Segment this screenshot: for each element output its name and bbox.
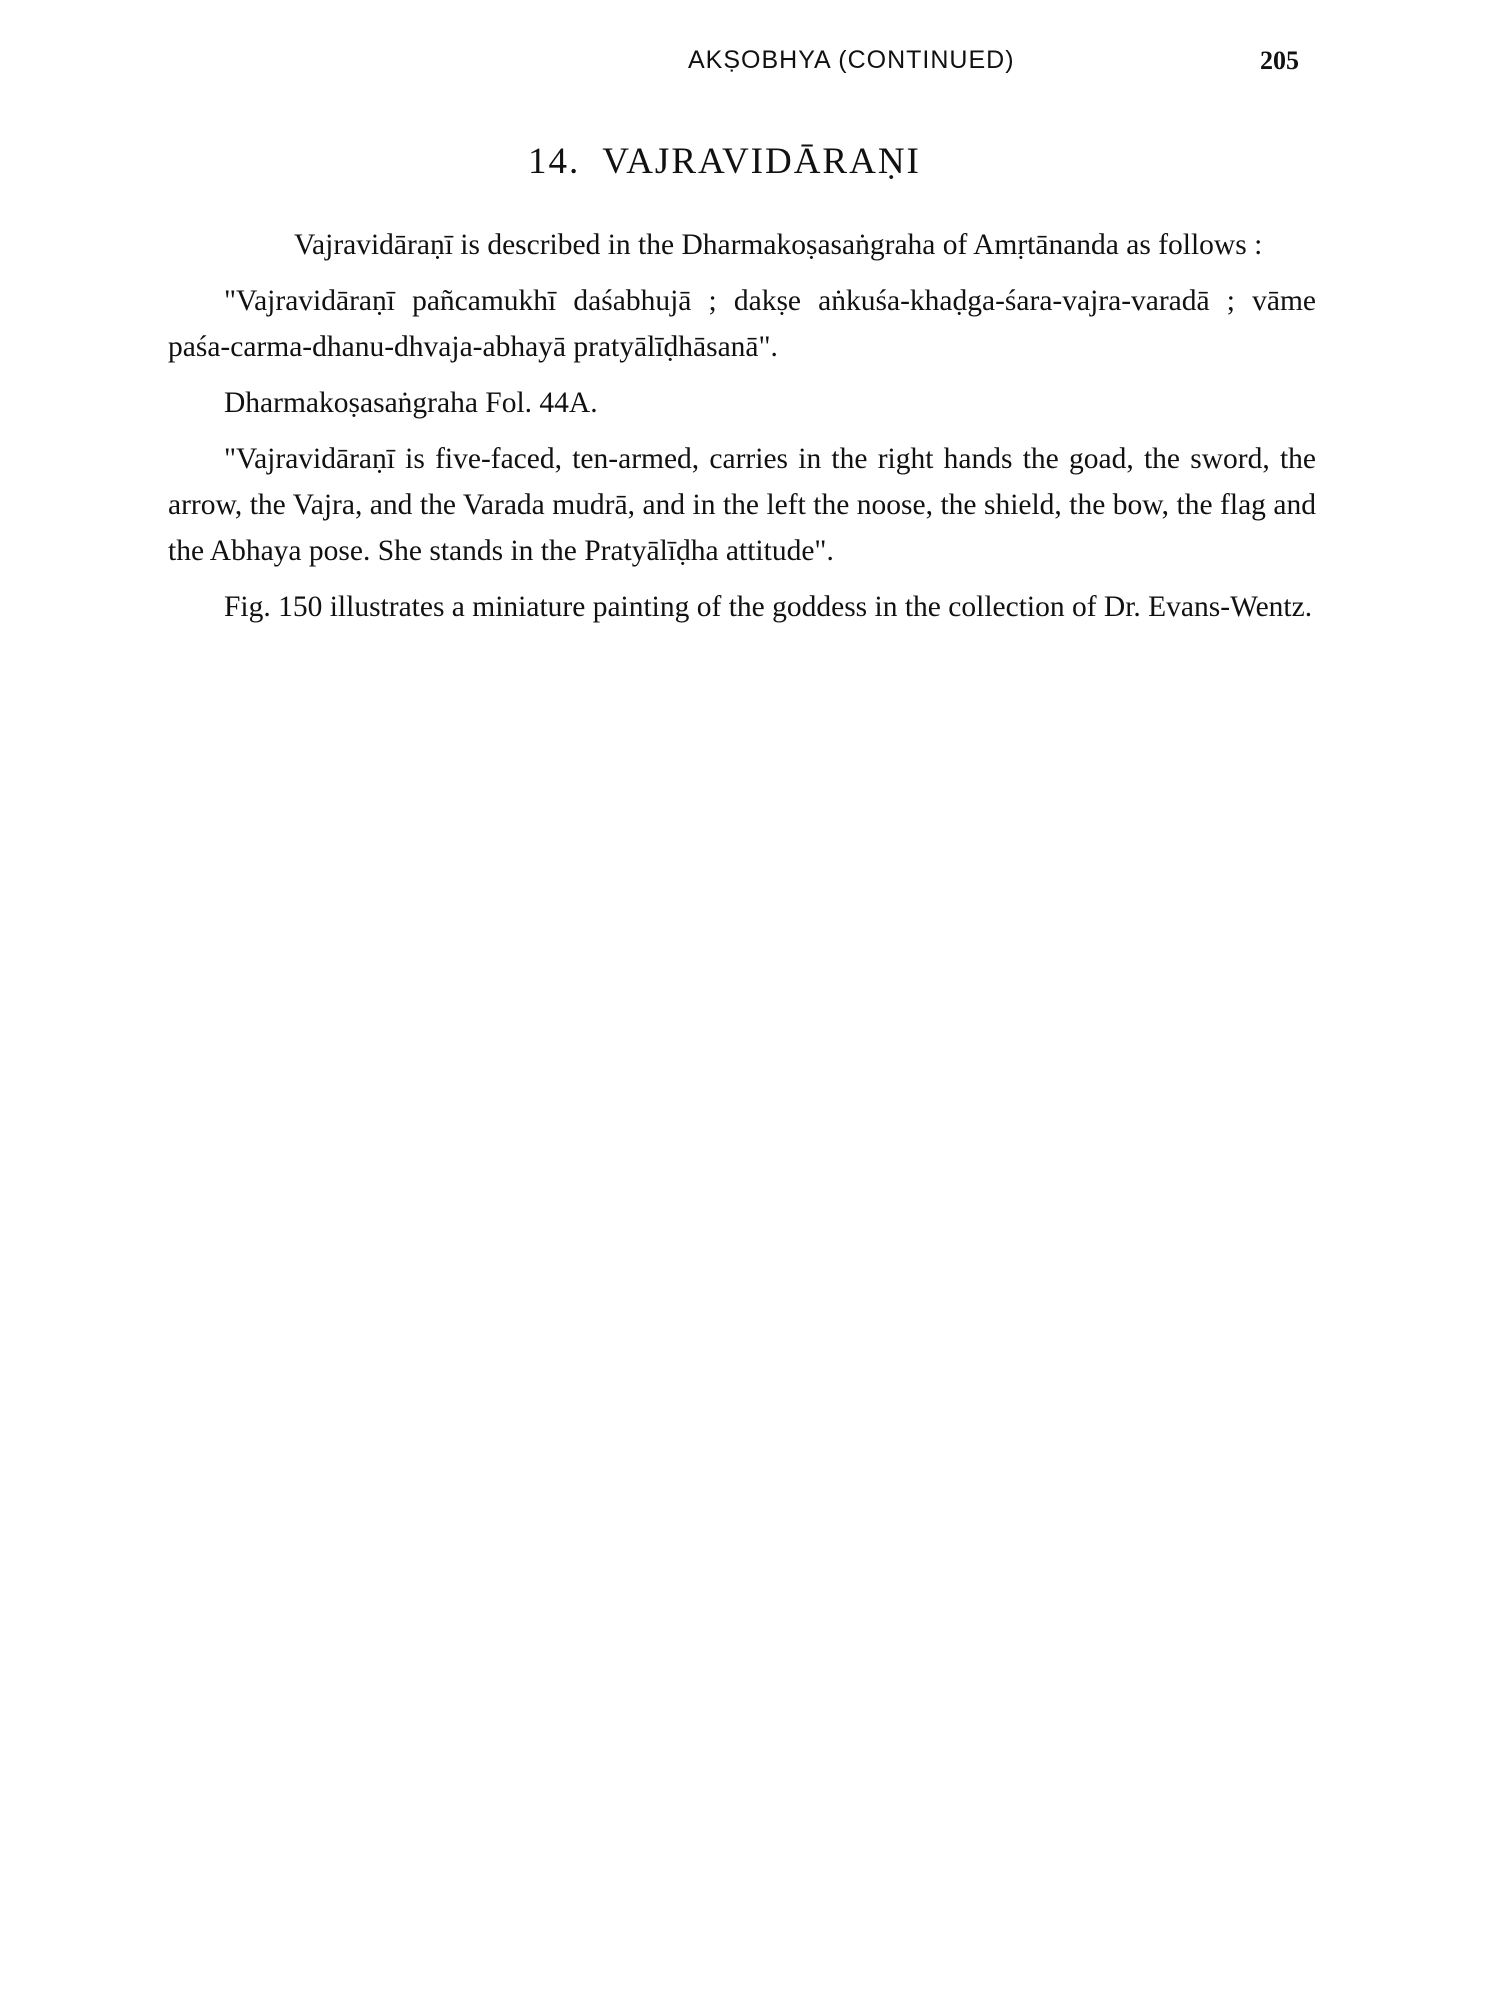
source-citation: Dharmakoṣasaṅgraha Fol. 44A.: [224, 387, 598, 419]
section-title-text: VAJRAVIDĀRAṆI: [602, 141, 921, 182]
body-text: [168, 222, 1316, 640]
section-heading: [528, 140, 921, 183]
intro-paragraph: Vajravidāraṇī is described in the Dharmakoṣasaṅgraha of Amṛtānanda as follows :: [294, 229, 1263, 261]
translation-paragraph: "Vajravidāraṇī is five-faced, ten-armed, carries in the right hands the goad, the sword, the arrow, the Vajra, and the Varada mudrā, and in the left the noose, the shield, the bow, the flag and the Abhaya pose. She stands in the Pratyālīḍha attitude".: [168, 443, 1316, 567]
figure-reference-paragraph: Fig. 150 illustrates a miniature painting of the goddess in the collection of Dr. Evans-Wentz.: [224, 591, 1313, 623]
section-number: 14.: [528, 141, 581, 182]
running-head: AKṢOBHYA (CONTINUED): [688, 46, 1015, 74]
page-number: 205: [1260, 46, 1299, 75]
sanskrit-quote-paragraph: "Vajravidāraṇī pañcamukhī daśabhujā ; dakṣe aṅkuśa-khaḍga-śara-vajra-varadā ; vāme paśa-carma-dhanu-dhvaja-abhayā pratyālīḍhāsanā".: [168, 285, 1316, 363]
